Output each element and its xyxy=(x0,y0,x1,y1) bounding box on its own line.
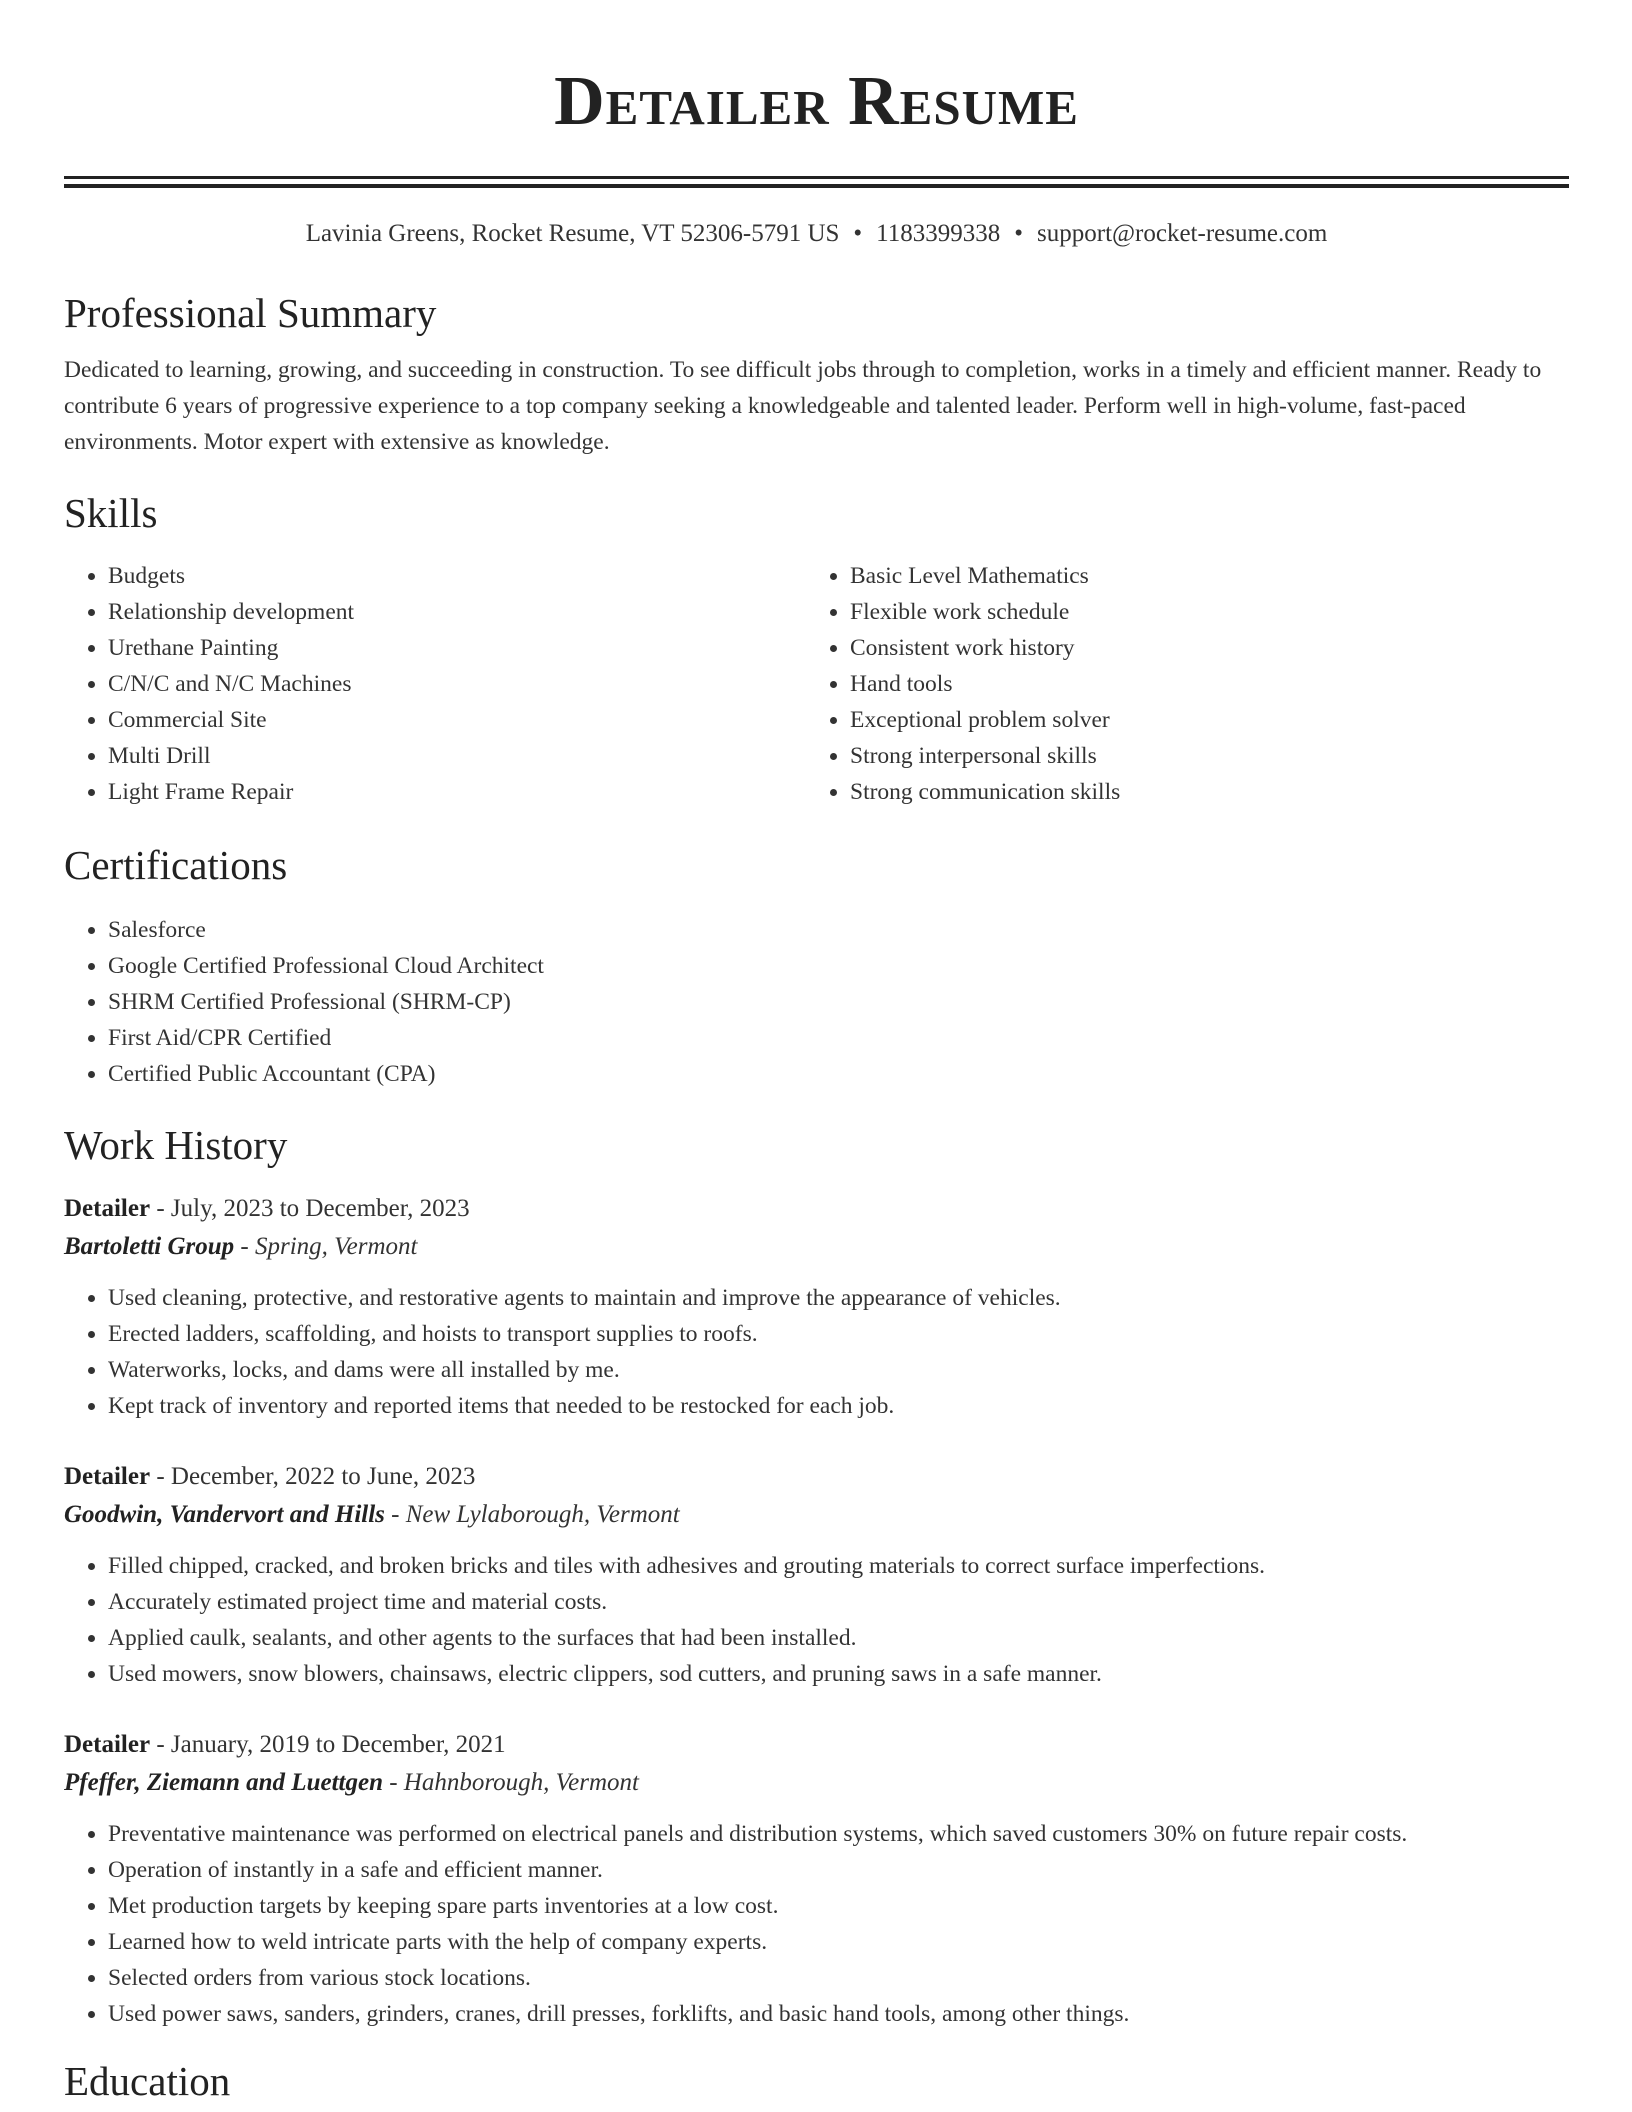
contact-phone: 1183399338 xyxy=(876,220,1001,247)
skills-section xyxy=(64,488,1569,810)
section-heading: Professional Summary xyxy=(64,290,437,336)
job-bullet: • Operation of instantly in a safe and efficient manner. xyxy=(108,1852,1569,1888)
job-role: Detailer xyxy=(64,1731,151,1758)
job-company: Goodwin, Vandervort and Hills xyxy=(64,1501,385,1528)
job-role: Detailer xyxy=(64,1463,151,1490)
resume-title: Detailer Resume xyxy=(554,63,1079,140)
skill-item: • Flexible work schedule xyxy=(850,594,1548,630)
education-section xyxy=(64,2056,1569,2106)
job-title-line xyxy=(64,1190,1569,1228)
contact-separator: • xyxy=(1014,220,1024,247)
professional-summary-section xyxy=(64,288,1569,460)
skill-item: • Commercial Site xyxy=(108,702,806,738)
certification-item: • Google Certified Professional Cloud Architect xyxy=(108,948,1569,984)
skill-item: • C/N/C and N/C Machines xyxy=(108,666,806,702)
job-company-line xyxy=(64,1496,1569,1534)
certification-item: • Salesforce xyxy=(108,912,1569,948)
skill-item: • Multi Drill xyxy=(108,738,806,774)
section-heading: Work History xyxy=(64,1122,288,1168)
skill-item: • Hand tools xyxy=(850,666,1548,702)
job-bullets xyxy=(64,1816,1569,2032)
skills-columns xyxy=(64,558,1569,810)
job-location: - New Lylaborough, Vermont xyxy=(384,1501,680,1528)
resume-page xyxy=(64,0,1569,2106)
certification-item: • Certified Public Accountant (CPA) xyxy=(108,1056,1569,1092)
job-location: - Spring, Vermont xyxy=(234,1233,418,1260)
skill-item: • Strong communication skills xyxy=(850,774,1548,810)
job-bullets xyxy=(64,1280,1569,1424)
job-bullet: • Kept track of inventory and reported items that needed to be restocked for each job. xyxy=(108,1388,1569,1424)
job-bullet: • Waterworks, locks, and dams were all installed by me. xyxy=(108,1352,1569,1388)
section-heading: Certifications xyxy=(64,842,288,888)
skill-item: • Consistent work history xyxy=(850,630,1548,666)
skills-list-right xyxy=(806,558,1548,810)
job-company-line xyxy=(64,1228,1569,1266)
job-bullet: • Applied caulk, sealants, and other agents to the surfaces that had been installed. xyxy=(108,1620,1569,1656)
certification-item: • SHRM Certified Professional (SHRM-CP) xyxy=(108,984,1569,1020)
section-heading: Skills xyxy=(64,490,158,536)
job-bullet: • Accurately estimated project time and material costs. xyxy=(108,1584,1569,1620)
certification-item: • First Aid/CPR Certified xyxy=(108,1020,1569,1056)
certifications-section xyxy=(64,840,1569,1092)
summary-text: Dedicated to learning, growing, and succeeding in construction. To see difficult jobs through to completion, works in a timely and efficient manner. Ready to contribute 6 years of progressive experience to a top company seeking a knowledgeable and talented leader. Perform well in high-volume, fast-paced environments. Motor expert with extensive as knowledge. xyxy=(64,357,1542,455)
job-bullets xyxy=(64,1548,1569,1692)
contact-line xyxy=(64,218,1569,250)
skill-item: • Urethane Painting xyxy=(108,630,806,666)
job-company: Bartoletti Group xyxy=(64,1233,235,1260)
contact-separator: • xyxy=(853,220,863,247)
skill-item: • Budgets xyxy=(108,558,806,594)
certifications-list xyxy=(64,912,1569,1092)
job-bullet: • Used power saws, sanders, grinders, cranes, drill presses, forklifts, and basic hand tools, among other things. xyxy=(108,1996,1569,2032)
job-dates: - January, 2019 to December, 2021 xyxy=(150,1731,506,1758)
title-double-rule xyxy=(64,176,1569,188)
job-bullet: • Filled chipped, cracked, and broken bricks and tiles with adhesives and grouting materials to correct surface imperfections. xyxy=(108,1548,1569,1584)
skills-column-left xyxy=(64,558,806,810)
skills-column-right xyxy=(806,558,1548,810)
skills-list-left xyxy=(64,558,806,810)
job-dates: - December, 2022 to June, 2023 xyxy=(150,1463,476,1490)
job-title-line xyxy=(64,1458,1569,1496)
job-bullet: • Preventative maintenance was performed on electrical panels and distribution systems, which saved customers 30% on future repair costs. xyxy=(108,1816,1569,1852)
job-bullet: • Used cleaning, protective, and restorative agents to maintain and improve the appearance of vehicles. xyxy=(108,1280,1569,1316)
skill-item: • Strong interpersonal skills xyxy=(850,738,1548,774)
job-bullet: • Learned how to weld intricate parts with the help of company experts. xyxy=(108,1924,1569,1960)
job-title-line xyxy=(64,1726,1569,1764)
contact-address: Lavinia Greens, Rocket Resume, VT 52306-5791 US xyxy=(305,220,840,247)
job-bullet: • Selected orders from various stock locations. xyxy=(108,1960,1569,1996)
skill-item: • Exceptional problem solver xyxy=(850,702,1548,738)
section-heading: Education xyxy=(64,2058,231,2104)
job-bullet: • Erected ladders, scaffolding, and hoists to transport supplies to roofs. xyxy=(108,1316,1569,1352)
skill-item: • Light Frame Repair xyxy=(108,774,806,810)
skill-item: • Relationship development xyxy=(108,594,806,630)
job-location: - Hahnborough, Vermont xyxy=(382,1769,639,1796)
job-entry xyxy=(64,1726,1569,2032)
work-history-section xyxy=(64,1120,1569,2032)
job-dates: - July, 2023 to December, 2023 xyxy=(150,1195,470,1222)
contact-email: support@rocket-resume.com xyxy=(1037,220,1328,247)
job-entry xyxy=(64,1458,1569,1692)
skill-item: • Basic Level Mathematics xyxy=(850,558,1548,594)
job-entry xyxy=(64,1190,1569,1424)
job-company: Pfeffer, Ziemann and Luettgen xyxy=(64,1769,383,1796)
job-bullet: • Used mowers, snow blowers, chainsaws, electric clippers, sod cutters, and pruning saws in a safe manner. xyxy=(108,1656,1569,1692)
job-role: Detailer xyxy=(64,1195,151,1222)
job-company-line xyxy=(64,1764,1569,1802)
job-bullet: • Met production targets by keeping spare parts inventories at a low cost. xyxy=(108,1888,1569,1924)
